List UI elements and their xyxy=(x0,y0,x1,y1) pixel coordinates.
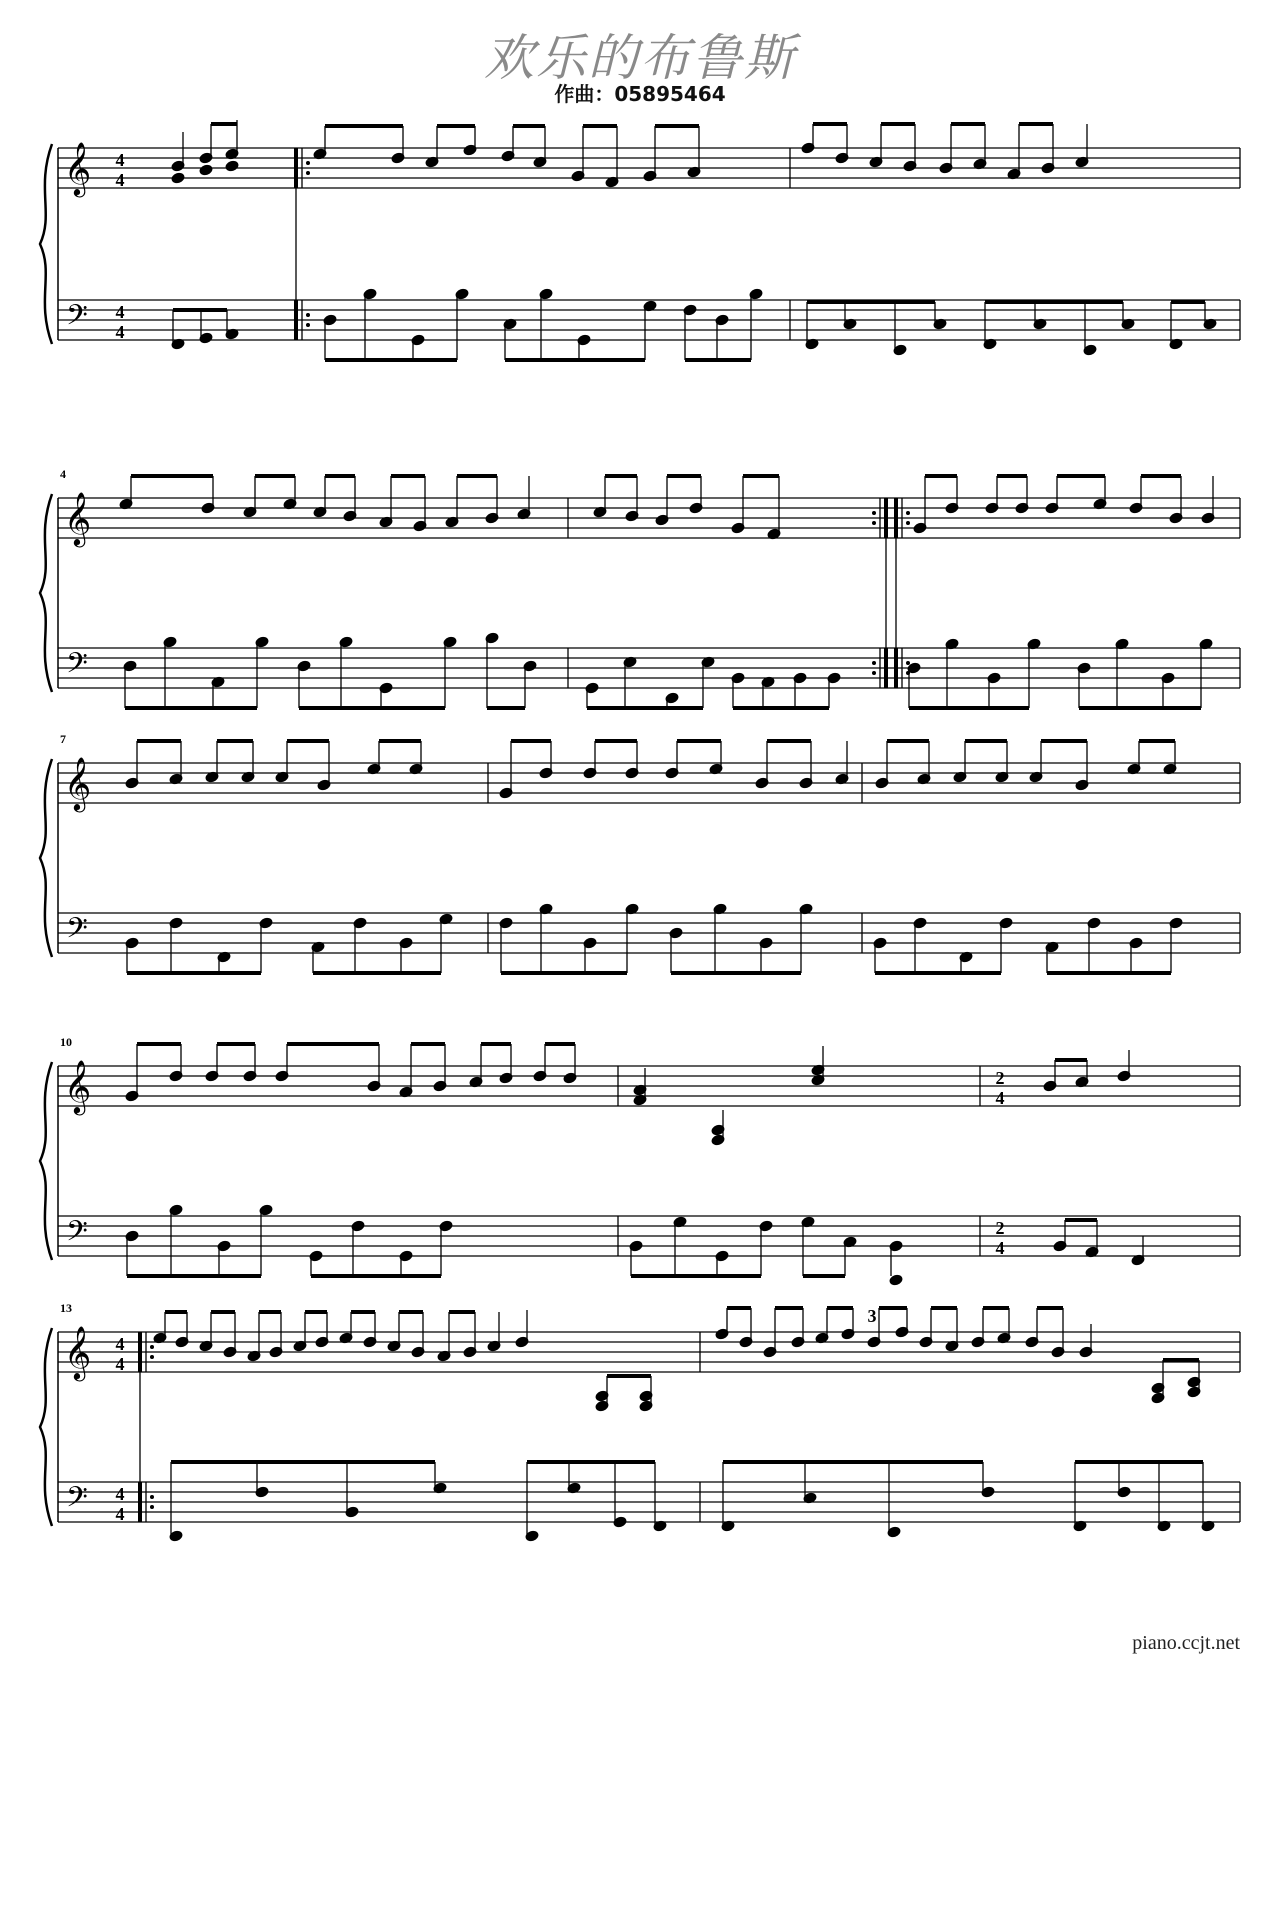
repeat-dot xyxy=(906,521,910,525)
treble-clef: 𝄞 xyxy=(64,141,92,195)
time-signature-bottom: 4 xyxy=(115,1354,125,1374)
time-signature-top: 2 xyxy=(995,1218,1005,1238)
measure-number: 4 xyxy=(60,467,66,481)
time-signature-top: 4 xyxy=(115,1484,125,1504)
repeat-dot xyxy=(306,313,310,317)
site-watermark: piano.ccjt.net xyxy=(1132,1632,1240,1654)
bass-clef: 𝄢 xyxy=(66,912,88,952)
treble-clef: 𝄞 xyxy=(64,1325,92,1379)
repeat-dot xyxy=(306,323,310,327)
repeat-dot xyxy=(306,161,310,165)
repeat-dot xyxy=(306,171,310,175)
composer-credit: 作曲：05895464 xyxy=(554,82,726,106)
treble-staff xyxy=(58,1066,1240,1106)
grand-staff-brace xyxy=(40,494,52,692)
bass-staff xyxy=(58,913,1240,953)
bass-staff xyxy=(58,648,1240,688)
time-signature-bottom: 4 xyxy=(995,1238,1005,1258)
measure-number: 10 xyxy=(60,1035,72,1049)
repeat-dot xyxy=(150,1345,154,1349)
note-head xyxy=(199,164,213,176)
grand-staff-brace xyxy=(40,1062,52,1260)
time-signature-bottom: 4 xyxy=(115,1504,125,1524)
repeat-dot xyxy=(906,511,910,515)
bass-staff xyxy=(58,1482,1240,1522)
note-head xyxy=(171,172,185,184)
repeat-dot xyxy=(872,521,876,525)
bass-clef: 𝄢 xyxy=(66,1481,88,1521)
note-head xyxy=(225,160,239,172)
time-signature-top: 4 xyxy=(115,302,125,322)
measure-number: 13 xyxy=(60,1301,72,1315)
repeat-dot xyxy=(150,1505,154,1509)
bass-clef: 𝄢 xyxy=(66,299,88,339)
triplet-mark: 3 xyxy=(867,1306,877,1326)
treble-clef: 𝄞 xyxy=(64,756,92,810)
repeat-dot xyxy=(872,511,876,515)
measure-number: 7 xyxy=(60,732,66,746)
repeat-dot xyxy=(150,1495,154,1499)
bass-clef: 𝄢 xyxy=(66,647,88,687)
grand-staff-brace xyxy=(40,1328,52,1526)
repeat-dot xyxy=(150,1355,154,1359)
treble-staff xyxy=(58,498,1240,538)
time-signature-bottom: 4 xyxy=(995,1088,1005,1108)
repeat-dot xyxy=(872,661,876,665)
time-signature-top: 4 xyxy=(115,150,125,170)
time-signature-bottom: 4 xyxy=(115,322,125,342)
treble-staff xyxy=(58,763,1240,803)
repeat-dot xyxy=(906,661,910,665)
score-title: 欢乐的布鲁斯 xyxy=(484,29,796,87)
repeat-dot xyxy=(872,671,876,675)
grand-staff-brace xyxy=(40,144,52,344)
time-signature-top: 2 xyxy=(995,1068,1005,1088)
time-signature-top: 4 xyxy=(115,1334,125,1354)
grand-staff-brace xyxy=(40,759,52,957)
bass-clef: 𝄢 xyxy=(66,1215,88,1255)
time-signature-bottom: 4 xyxy=(115,170,125,190)
treble-clef: 𝄞 xyxy=(64,491,92,545)
treble-clef: 𝄞 xyxy=(64,1059,92,1113)
